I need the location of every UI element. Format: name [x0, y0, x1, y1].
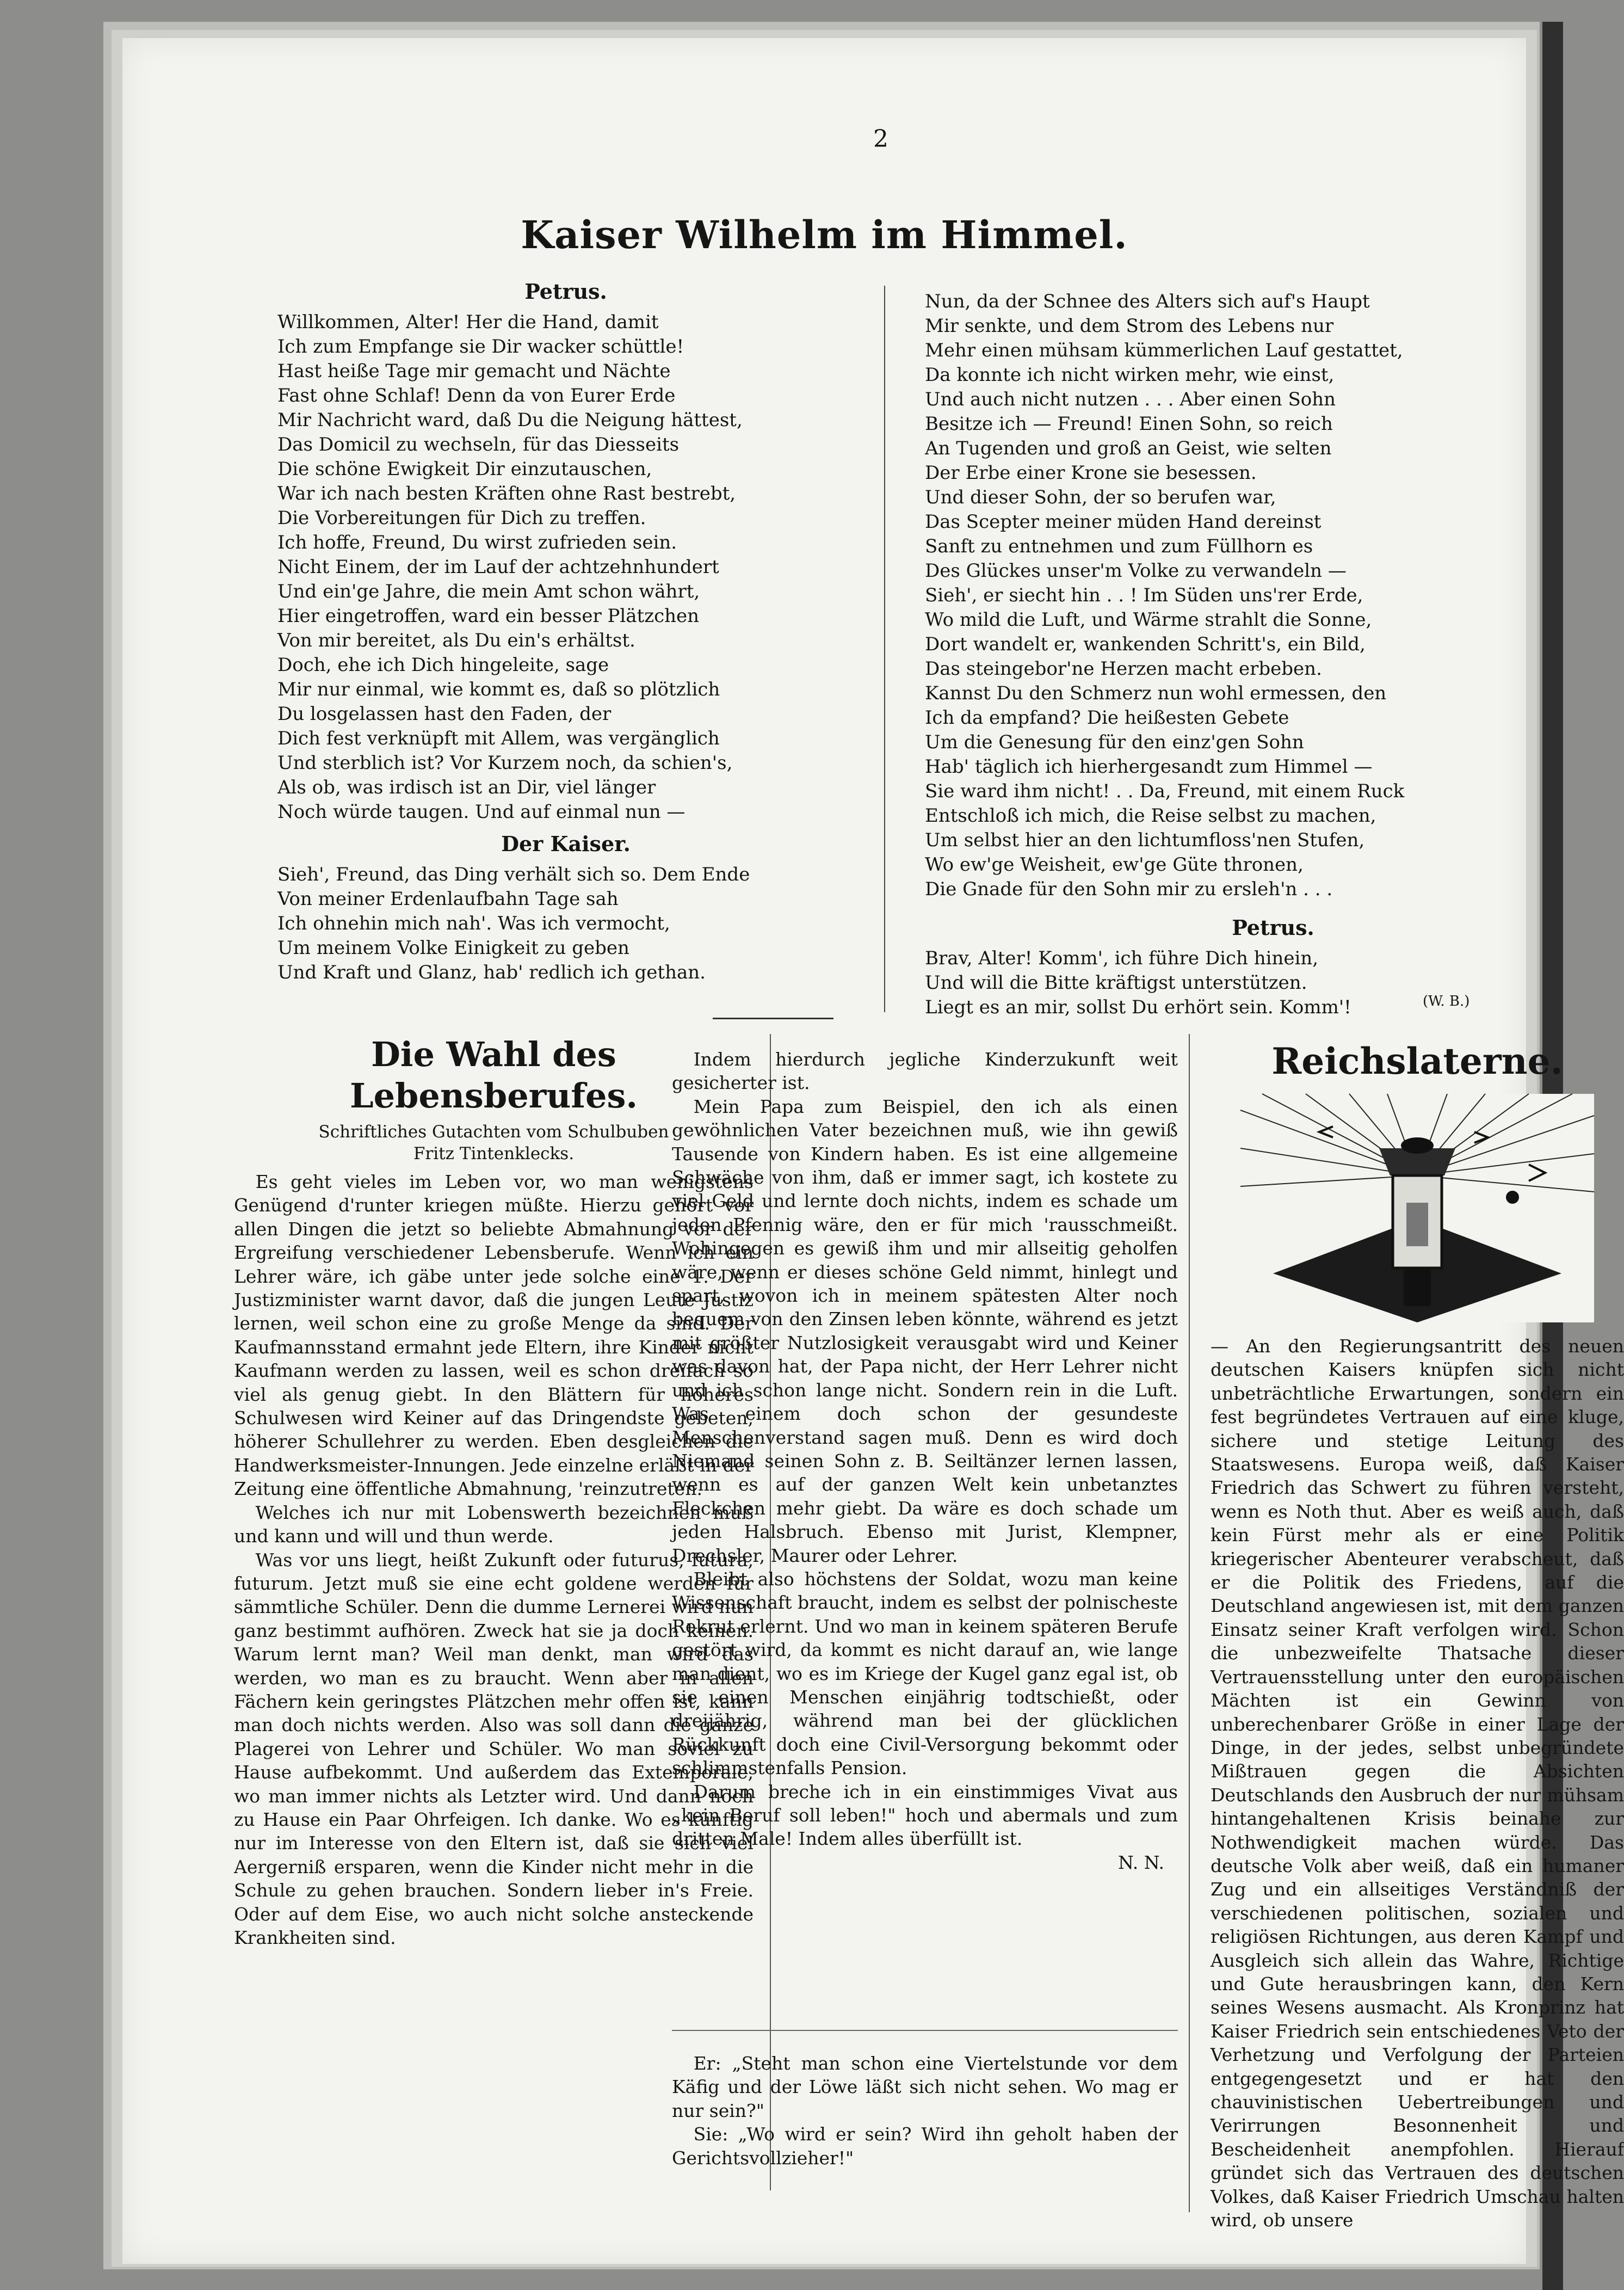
poem-line: Das steingebor'ne Herzen macht erbeben.: [925, 658, 1322, 680]
column-divider: [884, 286, 885, 1012]
poem-line: Da konnte ich nicht wirken mehr, wie einst,: [925, 364, 1335, 386]
lantern-icon: [1240, 1094, 1594, 1322]
poem-line: War ich nach besten Kräften ohne Rast bestrebt,: [277, 483, 736, 504]
poem-line: Nun, da der Schnee des Alters sich auf's Haupt: [925, 291, 1370, 312]
column-divider: [1189, 1034, 1190, 2212]
poem-right-column: [925, 290, 1621, 1020]
paragraph: Welches ich nur mit Lobenswerth bezeichnen muß und kann und will und thun werde.: [234, 1501, 754, 1547]
speaker-label: Petrus.: [1232, 915, 1314, 940]
poem-line: Dich fest verknüpft mit Allem, was vergänglich: [277, 728, 720, 749]
poem-line: Hast heiße Tage mir gemacht und Nächte: [277, 360, 671, 382]
poem-line: Hier eingetroffen, ward ein besser Plätzchen: [277, 605, 700, 627]
poem-line: Brav, Alter! Komm', ich führe Dich hinein,: [925, 947, 1319, 969]
poem-line: Von mir bereitet, als Du ein's erhältst.: [277, 630, 635, 651]
poem-line: Entschloß ich mich, die Reise selbst zu machen,: [925, 805, 1376, 827]
poem-line: Und dieser Sohn, der so berufen war,: [925, 487, 1276, 508]
article-title: Die Wahl des Lebensberufes.: [350, 1035, 638, 1116]
poem-line: Ich zum Empfange sie Dir wacker schüttle!: [277, 336, 684, 358]
poem-line: Und ein'ge Jahre, die mein Amt schon währt,: [277, 581, 700, 602]
poem-line: Um meinem Volke Einigkeit zu geben: [277, 937, 629, 959]
paragraph: Mein Papa zum Beispiel, den ich als einen gewöhnlichen Vater bezeichnen muß, wie ihn gewiß Tausende von Kindern haben. Es ist eine allgemeine Schwäche von ihm, daß er immer sagt, ich kostete zu viel Geld und lernte doch nichts, indem es schade um jeden Pfennig wäre, den er für mich 'rausschmeißt. Wohingegen es gewiß ihm und mir allseitig geholfen wäre, wenn er dieses schöne Geld nimmt, hinlegt und spart, wovon ich in meinem spätesten Alter noch bequem von den Zinsen leben könnte, während es jetzt mit größter Nutzlosigkeit verausgabt wird und Keiner was davon hat, der Papa nicht, der Herr Lehrer nicht und ich schon lange nicht. Sondern rein in die Luft. Was einem doch schon der gesundeste Menschenverstand sagen muß. Denn es wird doch Niemand seinen Sohn z. B. Seiltänzer lernen lassen, wenn es auf der ganzen Welt kein unbetanztes Fleckchen mehr giebt. Da wäre es doch schade um jeden Halsbruch. Ebenso mit Jurist, Klempner, Drechsler, Maurer oder Lehrer.: [672, 1095, 1178, 1566]
poem-title: Kaiser Wilhelm im Himmel.: [521, 212, 1128, 257]
page-number: 2: [873, 125, 888, 153]
speaker-label: Der Kaiser.: [501, 832, 631, 856]
poem-line: Noch würde taugen. Und auf einmal nun —: [277, 801, 686, 823]
poem-line: Und sterblich ist? Vor Kurzem noch, da schien's,: [277, 752, 733, 774]
poem-line: Sieh', Freund, das Ding verhält sich so. Dem Ende: [277, 864, 750, 885]
poem-line: Sie ward ihm nicht! . . Da, Freund, mit einem Ruck: [925, 780, 1405, 802]
poem-line: Willkommen, Alter! Her die Hand, damit: [277, 311, 659, 333]
poem-line: Wo mild die Luft, und Wärme strahlt die Sonne,: [925, 609, 1372, 631]
poem-line: Und auch nicht nutzen . . . Aber einen Sohn: [925, 389, 1336, 410]
poem-line: Die schöne Ewigkeit Dir einzutauschen,: [277, 458, 652, 480]
poem-line: Hab' täglich ich hierhergesandt zum Himmel —: [925, 756, 1373, 778]
poem-signature: (W. B.): [1423, 993, 1470, 1009]
poem-line: Das Domicil zu wechseln, für das Diesseits: [277, 434, 680, 455]
poem-line: Mir senkte, und dem Strom des Lebens nur: [925, 315, 1334, 337]
poem-line: Fast ohne Schlaf! Denn da von Eurer Erde: [277, 385, 676, 407]
poem-line: Die Vorbereitungen für Dich zu treffen.: [277, 507, 646, 529]
poem-line: Von meiner Erdenlaufbahn Tage sah: [277, 888, 619, 910]
poem-line: Um die Genesung für den einz'gen Sohn: [925, 731, 1304, 753]
poem-line: Sanft zu entnehmen und zum Füllhorn es: [925, 535, 1313, 557]
poem-left-column: [277, 272, 854, 985]
paragraph: Sie: „Wo wird er sein? Wird ihn geholt haben der Gerichtsvollzieher!": [672, 2123, 1178, 2169]
poem-line: Ich hoffe, Freund, Du wirst zufrieden sein.: [277, 532, 677, 553]
poem-line: Mir nur einmal, wie kommt es, daß so plötzlich: [277, 679, 720, 700]
poem-line: Und will die Bitte kräftigst unterstützen.: [925, 972, 1307, 994]
paragraph: Was vor uns liegt, heißt Zukunft oder futurus, futura, futurum. Jetzt muß sie eine echt goldene werden für sämmtliche Schüler. Denn die dumme Lernerei wird nun ganz bestimmt aufhören. Zweck hat sie ja doch keinen. Warum lernt man? Weil man denkt, man wird das werden, wo man es zu braucht. Wenn aber in allen Fächern kein geringstes Plätzchen mehr offen ist, kann man doch nichts werden. Also was soll dann die ganze Plagerei von Lehrer und Schüler. Wo man soviel zu Hause aufbekommt. Und außerdem das Extemporale, wo man immer nichts als Letzter wird. Und dann noch zu Hause ein Paar Ohrfeigen. Ich danke. Wo es künftig nur im Interesse von den Eltern ist, daß sie sich viel Aergerniß ersparen, wenn die Kinder nicht mehr in die Schule zu gehen brauchen. Sondern lieber in's Freie. Oder auf dem Eise, wo auch nicht solche ansteckende Krankheiten sind.: [234, 1549, 754, 1948]
poem-line: Das Scepter meiner müden Hand dereinst: [925, 511, 1322, 533]
newspaper-page: [122, 38, 1624, 2264]
article-subtitle: Schriftliches Gutachten vom Schulbuben: [318, 1122, 669, 1142]
poem-line: Doch, ehe ich Dich hingeleite, sage: [277, 654, 609, 676]
poem-line: Ich da empfand? Die heißesten Gebete: [925, 707, 1289, 729]
paragraph: — An den Regierungsantritt des neuen deutschen Kaisers knüpfen sich nicht unbeträchtliche Erwartungen, sondern ein fest begründetes Vertrauen auf eine kluge, sichere und stetige Leitung des Staatswesens. Europa weiß, daß Kaiser Friedrich das Schwert zu führen versteht, wenn es Noth thut. Aber es weiß auch, daß kein Fürst mehr als er eine Politik kriegerischer Abenteurer verabscheut, daß er die Politik des Friedens, auf die Deutschland angewiesen ist, mit dem ganzen Einsatz seiner Kraft verfolgen wird. Schon die unbezweifelte Thatsache dieser Vertrauensstellung unter den europäischen Mächten ist ein Gewinn von unberechenbarer Größe in einer Lage der Dinge, in der jedes, selbst unbegründete Mißtrauen gegen die Absichten Deutschlands den Ausbruch der nur mühsam hintangehaltenen Krisis beinahe zur Nothwendigkeit machen würde. Das deutsche Volk aber weiß, daß ein humaner Zug und ein allseitiges Verständniß der verschiedenen politischen, sozialen und religiösen Richtungen, aus deren Kampf und Ausgleich sich allein das Wahre, Richtige und Gute herausbringen kann, den Kern seines Wesens ausmacht. Als Kronprinz hat Kaiser Friedrich sein entschiedenes Veto der Verhetzung und Verfolgung der Parteien entgegengesetzt und er hat den chauvinistischen Uebertreibungen und Verirrungen Besonnenheit und Bescheidenheit anempfohlen. Hierauf gründet sich das Vertrauen des deutschen Volkes, daß Kaiser Friedrich Umschau halten wird, ob unsere: [1211, 1335, 1624, 2231]
poem-line: Der Erbe einer Krone sie besessen.: [925, 462, 1257, 484]
lantern-illustration: [1240, 1094, 1594, 1322]
poem-line: Wo ew'ge Weisheit, ew'ge Güte thronen,: [925, 854, 1304, 876]
speaker-label: Petrus.: [524, 279, 607, 304]
paragraph: Bleibt also höchstens der Soldat, wozu man keine Wissenschaft braucht, indem es selbst der polnischeste Rekrut erlernt. Und wo man in keinem späteren Berufe gestört wird, da kommt es nicht darauf an, wie lange man dient, wo es im Kriege der Kugel ganz egal ist, ob sie einen Menschen einjährig todtschießt, oder dreijährig, während man bei der glücklichen Rückkunft doch eine Civil-Versorgung bekommt oder schlimmstenfalls Pension.: [672, 1568, 1178, 1779]
anecdote: [672, 2052, 1178, 2170]
paragraph: Darum breche ich in ein einstimmiges Vivat aus „kein Beruf soll leben!" hoch und abermals und zum dritten Male! Indem alles überfüllt ist.: [672, 1781, 1178, 1850]
poem-line: Kannst Du den Schmerz nun wohl ermessen, den: [925, 682, 1387, 704]
poem-line: Nicht Einem, der im Lauf der achtzehnhundert: [277, 556, 719, 578]
poem-line: Mehr einen mühsam kümmerlichen Lauf gestattet,: [925, 340, 1403, 361]
poem-line: Und Kraft und Glanz, hab' redlich ich gethan.: [277, 962, 706, 983]
poem-line: Des Glückes unser'm Volke zu verwandeln —: [925, 560, 1347, 582]
poem-line: Die Gnade für den Sohn mir zu ersleh'n . . .: [925, 878, 1333, 900]
poem-line: Dort wandelt er, wankenden Schritt's, ein Bild,: [925, 633, 1366, 655]
poem-line: Mir Nachricht ward, daß Du die Neigung hättest,: [277, 409, 743, 431]
article-reichslaterne: [1211, 1039, 1624, 2232]
poem-line: An Tugenden und groß an Geist, wie selten: [925, 438, 1332, 459]
article-author: Fritz Tintenklecks.: [413, 1144, 575, 1164]
section-rule: [713, 1018, 833, 1019]
poem-line: Um selbst hier an den lichtumfloss'nen Stufen,: [925, 829, 1365, 851]
paragraph: Es geht vieles im Leben vor, wo man wenigstens Genügend d'runter kriegen müßte. Hierzu gehört vor allen Dingen die jetzt so beliebte Abmahnung vor der Ergreifung verschiedener Lebensberufe. Wenn ich ein Lehrer wäre, ich gäbe unter jede solche eine 1. Der Justizminister warnt davor, daß die jungen Leute Justiz lernen, weil schon eine zu große Menge da sind. Der Kaufmannsstand ermahnt jede Eltern, ihre Kinder nicht Kaufmann werden zu lassen, weil es schon dreifach so viel als genug giebt. In den Blättern für höheres Schulwesen wird Keiner auf das Dringendste gebeten, höherer Schullehrer zu werden. Eben desgleichen die Handwerksmeister-Innungen. Jede einzelne erläßt in der Zeitung eine öffentliche Abmahnung, 'reinzutreten.: [234, 1171, 754, 1500]
author-initials: N. N.: [1118, 1851, 1164, 1873]
poem-line: Als ob, was irdisch ist an Dir, viel länger: [277, 777, 656, 798]
section-rule: [672, 2030, 1178, 2031]
poem-line: Sieh', er siecht hin . . ! Im Süden uns'rer Erde,: [925, 584, 1363, 606]
poem-line: Ich ohnehin mich nah'. Was ich vermocht,: [277, 913, 670, 934]
poem-line: Liegt es an mir, sollst Du erhört sein. Komm'!: [925, 996, 1351, 1018]
poem-line: Du losgelassen hast den Faden, der: [277, 703, 612, 725]
poem-line: Besitze ich — Freund! Einen Sohn, so reich: [925, 413, 1333, 435]
article-title: Reichslaterne.: [1271, 1040, 1563, 1082]
paragraph: Er: „Steht man schon eine Viertelstunde vor dem Käfig und der Löwe läßt sich nicht sehen. Wo mag er nur sein?": [672, 2053, 1178, 2121]
article-lebensberuf-col2: [672, 1048, 1178, 1874]
paragraph: Indem hierdurch jegliche Kinderzukunft weit gesicherter ist.: [672, 1049, 1178, 1094]
